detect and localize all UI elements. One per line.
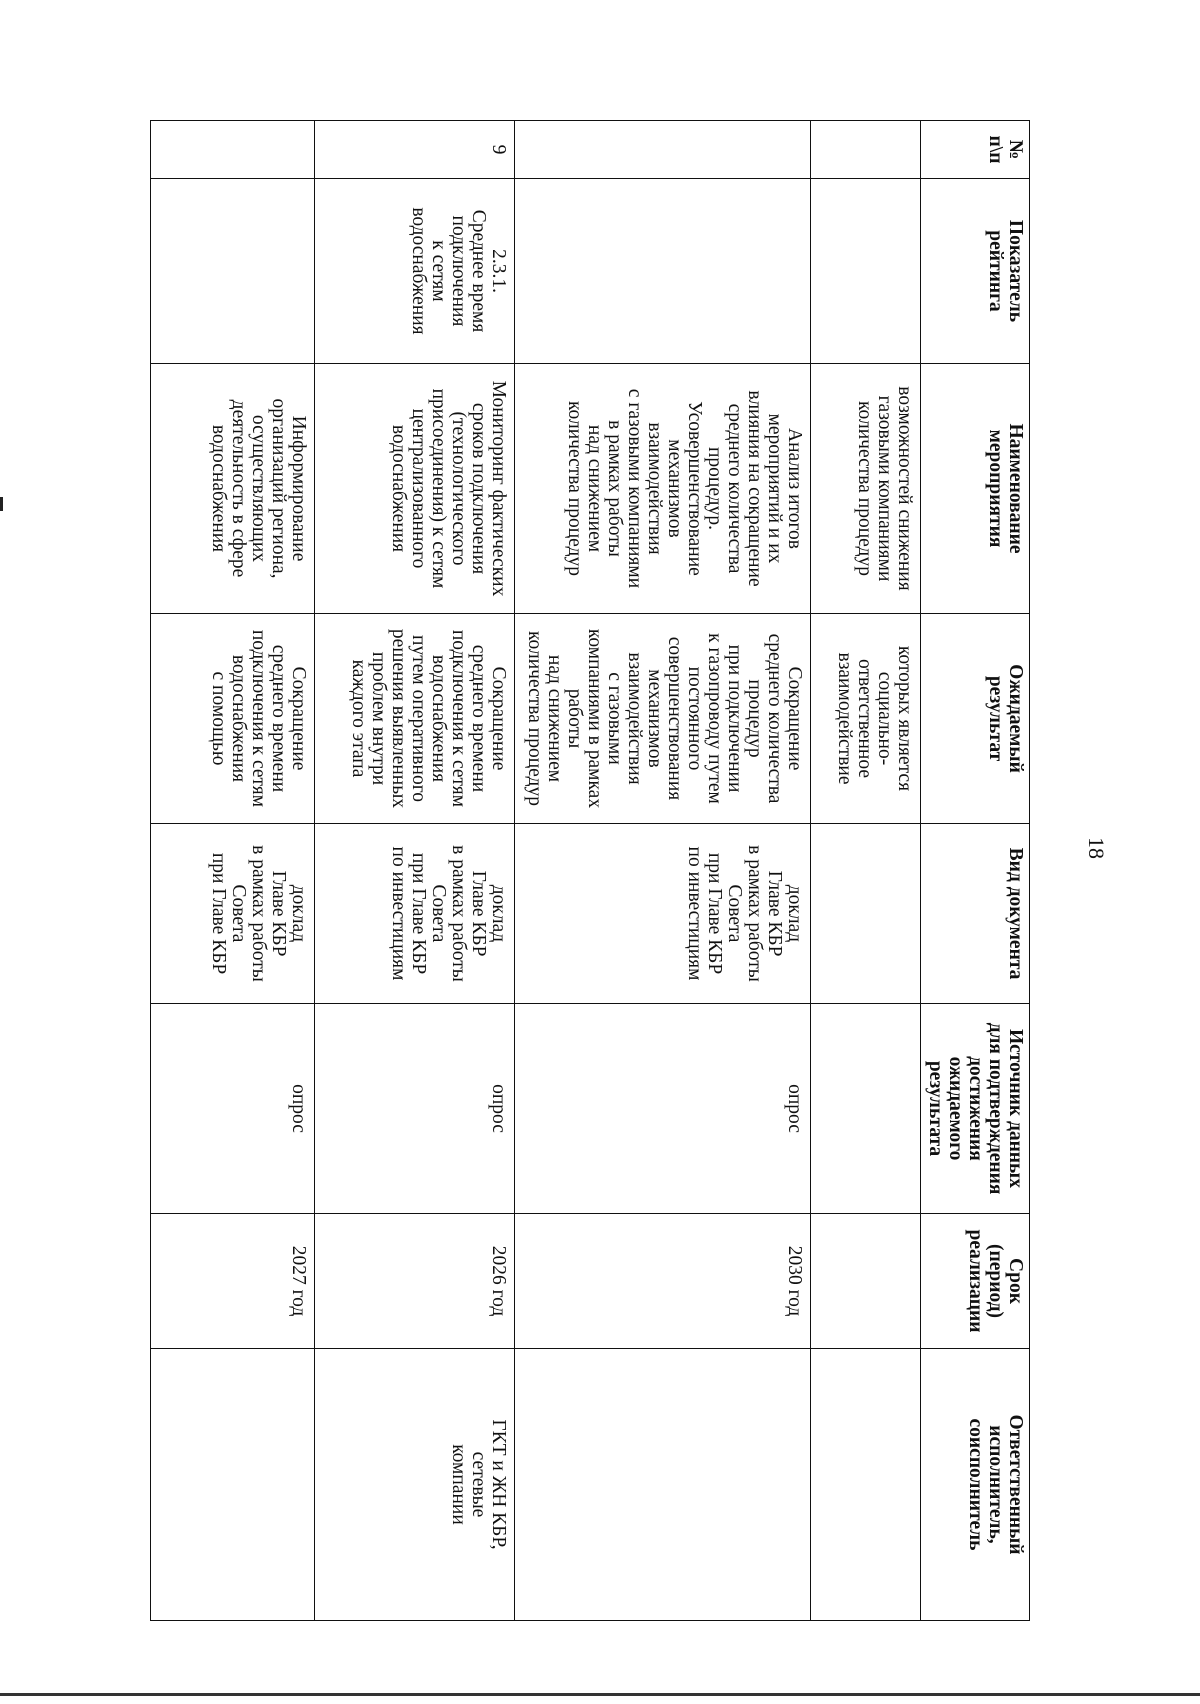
cell-source: опрос xyxy=(151,1004,315,1214)
page-number: 18 xyxy=(1084,837,1109,859)
cell-doc-type xyxy=(811,824,921,1004)
header-source: Источник данных для подтверждения достижения ожидаемого результата xyxy=(921,1004,1030,1214)
cell-num xyxy=(151,121,315,179)
cell-doc-type: доклад Главе КБР в рамках работы Совета при Главе КБР по инвестициям xyxy=(515,824,811,1004)
cell-source: опрос xyxy=(315,1004,515,1214)
cell-indicator xyxy=(151,179,315,364)
cell-doc-type: доклад Главе КБР в рамках работы Совета при Главе КБР по инвестициям xyxy=(315,824,515,1004)
cell-result: Сокращение среднего времени подключения к сетям водоснабжения путем оперативного решения выявленных проблем внутри каждого этапа xyxy=(315,614,515,824)
cell-measure: Анализ итогов мероприятий и их влияния на сокращение среднего количества процедур. Усовершенствование механизмов взаимодействия с газовыми компаниями в рамках работы над снижением количества процедур xyxy=(515,364,811,614)
header-result: Ожидаемый результат xyxy=(921,614,1030,824)
cell-indicator xyxy=(811,179,921,364)
table-row xyxy=(811,121,921,1621)
scan-edge-line xyxy=(0,1693,1200,1696)
cell-responsible xyxy=(151,1349,315,1621)
cell-term: 2027 год xyxy=(151,1214,315,1349)
cell-responsible xyxy=(811,1349,921,1621)
cell-source xyxy=(811,1004,921,1214)
cell-term: 2026 год xyxy=(315,1214,515,1349)
table-row xyxy=(315,121,515,1621)
cell-responsible xyxy=(515,1349,811,1621)
cell-measure: возможностей снижения газовыми компаниями количества процедур xyxy=(811,364,921,614)
cell-responsible: ГКТ и ЖН КБР, сетевые компании xyxy=(315,1349,515,1621)
cell-num xyxy=(515,121,811,179)
header-num: № п\п xyxy=(921,121,1030,179)
cell-term xyxy=(811,1214,921,1349)
cell-result: Сокращение среднего количества процедур при подключении к газопроводу путем постоянного совершенствования механизмов взаимодействия с газовыми компаниями в рамках работы над снижением количества процедур xyxy=(515,614,811,824)
binding-mark xyxy=(0,497,3,511)
table-header-row xyxy=(921,121,1030,1621)
header-measure: Наименование мероприятия xyxy=(921,364,1030,614)
cell-doc-type: доклад Главе КБР в рамках работы Совета при Главе КБР xyxy=(151,824,315,1004)
header-term: Срок (период) реализации xyxy=(921,1214,1030,1349)
cell-indicator: 2.3.1. Среднее время подключения к сетям водоснабжения xyxy=(315,179,515,364)
cell-result: Сокращение среднего времени подключения к сетям водоснабжения с помощью xyxy=(151,614,315,824)
header-indicator: Показатель рейтинга xyxy=(921,179,1030,364)
cell-term: 2030 год xyxy=(515,1214,811,1349)
rotated-page-content xyxy=(150,120,1030,1620)
cell-indicator xyxy=(515,179,811,364)
cell-measure: Информирование организаций региона, осуществляющих деятельность в сфере водоснабжения xyxy=(151,364,315,614)
cell-result: которых является социально- ответственное взаимодействие xyxy=(811,614,921,824)
cell-num xyxy=(811,121,921,179)
cell-source: опрос xyxy=(515,1004,811,1214)
plan-table xyxy=(150,120,1030,1621)
cell-num: 9 xyxy=(315,121,515,179)
table-row xyxy=(515,121,811,1621)
header-doc-type: Вид документа xyxy=(921,824,1030,1004)
header-responsible: Ответственный исполнитель, соисполнитель xyxy=(921,1349,1030,1621)
cell-measure: Мониторинг фактических сроков подключения (технологического присоединения) к сетям централизованного водоснабжения xyxy=(315,364,515,614)
table-row xyxy=(151,121,315,1621)
